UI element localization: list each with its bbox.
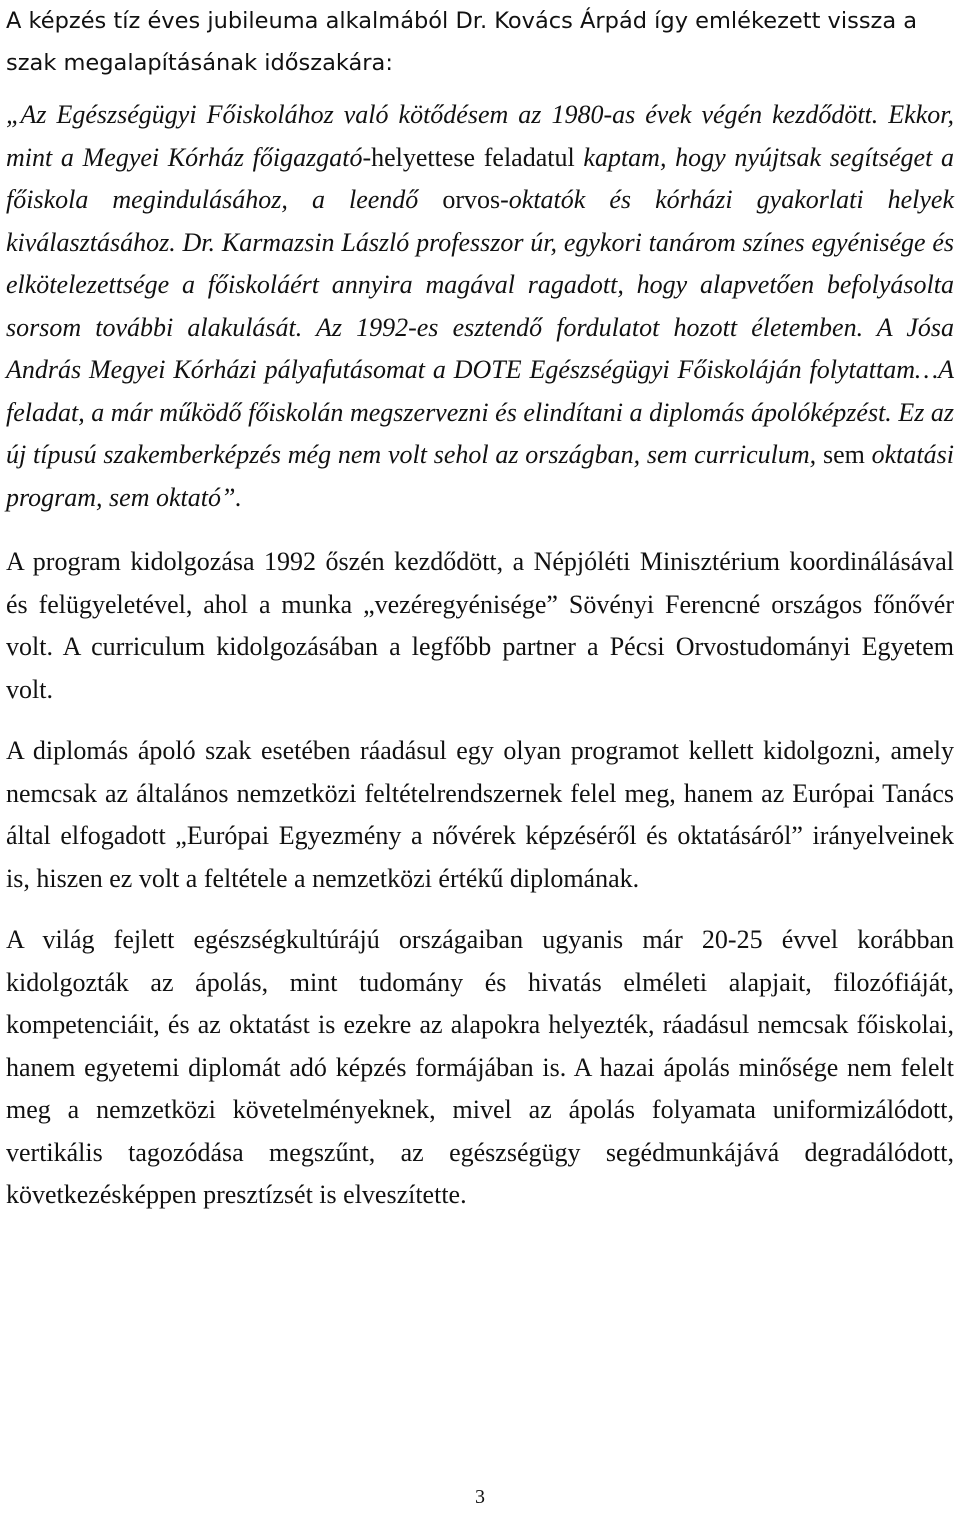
quote-upright-3: sem (822, 440, 865, 469)
paragraph-nursing-program: A diplomás ápoló szak esetében ráadásul egy olyan programot kellett kidolgozni, amely nemcsak az általános nemzetközi feltételrendszernek felel meg, hanem az Európai Tanács által elfogadott „Európai Egyezmény a nővérek képzéséről és oktatásáról” irányelveinek is, hiszen ez volt a feltétele a nemzetközi értékű diplomának. (6, 736, 954, 893)
paragraph-program-development: A program kidolgozása 1992 őszén kezdődött, a Népjóléti Minisztérium koordinálásával és felügyeletével, ahol a munka „vezéregyénisége” Sövényi Ferencné országos főnővér volt. A curriculum kidolgozásában a legfőbb partner a Pécsi Orvostudományi Egyetem volt. (6, 547, 954, 704)
paragraph-world-nursing: A világ fejlett egészségkultúrájú országaiban ugyanis már 20-25 évvel korábban kidolgozták az ápolás, mint tudomány és hivatás elméleti alapjait, filozófiáját, kompetenciáit, és az oktatást is ezekre az alapokra helyezték, ráadásul nemcsak főiskolai, hanem egyetemi diplomát adó képzés formájában is. A hazai ápolás minősége nem felelt meg a nemzetközi követelményeknek, mivel az ápolás folyamata uniformizálódott, vertikális tagozódása megszűnt, az egészségügy segédmunkájává degradálódott, következésképpen presztízsét is elveszítette. (6, 925, 954, 1209)
quote-text-part-2: kaptam, hogy nyújtsak segítséget a főiskola megindulásához, a leendő (6, 142, 954, 214)
document-page (6, 0, 954, 1217)
quote-upright-2: orvos- (442, 185, 509, 214)
page-number: 3 (475, 1486, 485, 1508)
quote-paragraph (6, 94, 954, 519)
quote-text-part-3: oktatók és kórházi gyakorlati helyek kiválasztásához. Dr. Karmazsin László professzor úr, egykori tanárom színes egyénisége és elkötelezettsége a főiskoláért annyira magával ragadott, hogy alapvetően befolyásolta sorsom további alakulását. Az 1992-es esztendő fordulatot hozott életemben. A Jósa András Megyei Kórházi pályafutásomat a DOTE Egészségügyi Főiskoláján folytattam…A feladat, a már működő főiskolán megszervezni és elindítani a diplomás ápolóképzést. Ez az új típusú szakemberképzés még nem volt sehol az országban, sem curriculum, (6, 185, 954, 469)
quote-text-part-4: oktatási program, sem oktató”. (6, 440, 954, 512)
intro-paragraph: A képzés tíz éves jubileuma alkalmából Dr. Kovács Árpád így emlékezett vissza a szak megalapításának időszakára: (6, 8, 918, 76)
quote-text-part-1: „Az Egészségügyi Főiskolához való kötődésem az 1980-as évek végén kezdődött. Ekkor, mint a Megyei Kórház főigazgató- (6, 100, 954, 172)
quote-upright-1: helyettese feladatul (371, 142, 575, 172)
